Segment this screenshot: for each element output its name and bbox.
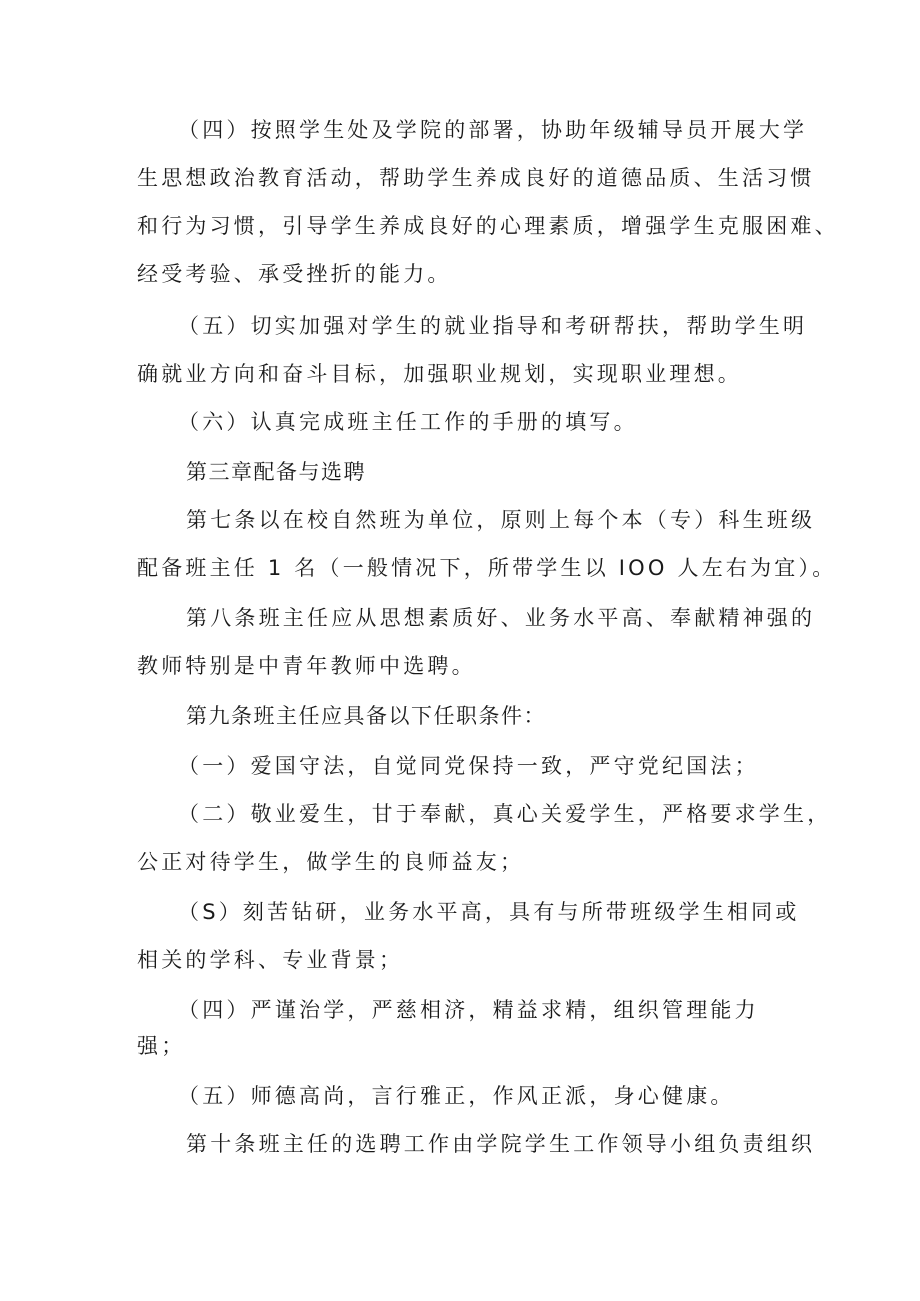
paragraph-item-4-line-2: 生思想政治教育活动，帮助学生养成良好的道德品质、生活习惯 [137, 166, 815, 190]
condition-1: （一）爱国守法，自觉同党保持一致，严守党纪国法； [178, 754, 759, 778]
article-10-line-1: 第十条班主任的选聘工作由学院学生工作领导小组负责组织 [186, 1132, 816, 1156]
paragraph-item-4-line-1: （四）按照学生处及学院的部署，协助年级辅导员开展大学 [178, 118, 808, 142]
condition-3-line-1: （S）刻苦钻研，业务水平高，具有与所带班级学生相同或 [178, 900, 800, 924]
article-7-line-2: 配备班主任 1 名（一般情况下，所带学生以 IOO 人左右为宜）。 [137, 556, 837, 580]
condition-5: （五）师德高尚，言行雅正，作风正派，身心健康。 [178, 1084, 735, 1108]
condition-2-line-1: （二）敬业爱生，甘于奉献，真心关爱学生，严格要求学生， [178, 802, 832, 826]
paragraph-item-4-line-3: 和行为习惯，引导学生养成良好的心理素质，增强学生克服困难、 [137, 214, 839, 238]
paragraph-item-6: （六）认真完成班主任工作的手册的填写。 [178, 410, 638, 434]
chapter-heading: 第三章配备与选聘 [186, 460, 366, 484]
condition-4-line-2: 强； [137, 1034, 186, 1058]
paragraph-item-5-line-1: （五）切实加强对学生的就业指导和考研帮扶，帮助学生明 [178, 314, 808, 338]
condition-4-line-1: （四）严谨治学，严慈相济，精益求精，组织管理能力 [178, 998, 759, 1022]
condition-2-line-2: 公正对待学生，做学生的良师益友； [137, 850, 525, 874]
article-8-line-2: 教师特别是中青年教师中选聘。 [137, 654, 476, 678]
condition-3-line-2: 相关的学科、专业背景； [137, 948, 404, 972]
article-9-heading: 第九条班主任应具备以下任职条件： [186, 704, 546, 728]
article-8-line-1: 第八条班主任应从思想素质好、业务水平高、奉献精神强的 [186, 606, 816, 630]
article-7-line-1: 第七条以在校自然班为单位，原则上每个本（专）科生班级 [186, 508, 816, 532]
paragraph-item-5-line-2: 确就业方向和奋斗目标，加强职业规划，实现职业理想。 [137, 362, 742, 386]
paragraph-item-4-line-4: 经受考验、承受挫折的能力。 [137, 262, 452, 286]
